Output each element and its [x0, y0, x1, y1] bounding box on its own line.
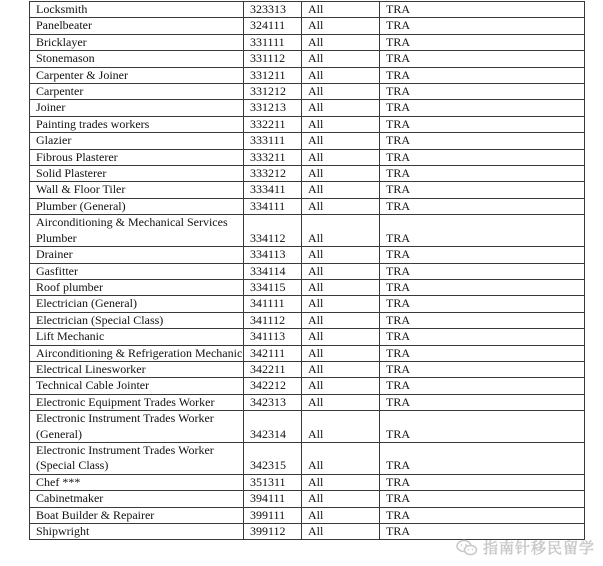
occupation-cell — [30, 2, 244, 18]
assessing-authority-cell-text: TRA — [386, 474, 410, 489]
occupation-cell-text: Drainer — [36, 247, 73, 262]
location-cell — [302, 491, 380, 507]
occupation-cell-text: Electronic Equipment Trades Worker — [36, 394, 215, 409]
anzsco-code-cell-text: 333111 — [250, 133, 286, 148]
location-cell — [302, 345, 380, 361]
anzsco-code-cell-text: 334115 — [250, 279, 286, 294]
table-row — [30, 312, 585, 328]
occupation-cell — [30, 166, 244, 182]
anzsco-code-cell-text: 399112 — [250, 524, 286, 538]
location-cell — [302, 18, 380, 34]
location-cell — [302, 524, 380, 540]
table-row — [30, 34, 585, 50]
occupation-cell — [30, 279, 244, 295]
anzsco-code-cell-text: 331212 — [250, 84, 286, 99]
location-cell-text: All — [308, 230, 324, 245]
assessing-authority-cell-text: TRA — [386, 67, 410, 82]
anzsco-code-cell-text: 331111 — [250, 34, 285, 49]
anzsco-code-cell-text: 333411 — [250, 182, 286, 197]
occupation-cell — [30, 474, 244, 490]
occupation-cell-text: Chef *** — [36, 474, 81, 489]
anzsco-code-cell — [244, 149, 302, 165]
assessing-authority-cell-text: TRA — [386, 491, 410, 506]
occupation-cell — [30, 84, 244, 100]
location-cell-text: All — [308, 394, 324, 409]
assessing-authority-cell-text: TRA — [386, 312, 410, 327]
table-row — [30, 263, 585, 279]
assessing-authority-cell — [380, 345, 585, 361]
occupation-cell-text: Gasfitter — [36, 263, 78, 278]
location-cell-text: All — [308, 2, 324, 16]
occupation-cell — [30, 51, 244, 67]
table-row — [30, 247, 585, 263]
anzsco-code-cell-text: 334113 — [250, 247, 286, 262]
anzsco-code-cell — [244, 51, 302, 67]
anzsco-code-cell-text: 331112 — [250, 51, 286, 66]
occupation-cell — [30, 524, 244, 540]
location-cell — [302, 247, 380, 263]
table-row — [30, 507, 585, 523]
assessing-authority-cell — [380, 67, 585, 83]
location-cell-text: All — [308, 296, 324, 311]
occupation-cell — [30, 34, 244, 50]
watermark-text: 指南针移民留学 — [482, 539, 595, 557]
location-cell — [302, 263, 380, 279]
location-cell — [302, 100, 380, 116]
assessing-authority-cell — [380, 18, 585, 34]
location-cell-text: All — [308, 166, 324, 181]
anzsco-code-cell — [244, 18, 302, 34]
occupation-cell-text: Plumber (General) — [36, 198, 126, 213]
assessing-authority-cell-text: TRA — [386, 296, 410, 311]
location-cell-text: All — [308, 279, 324, 294]
anzsco-code-cell — [244, 378, 302, 394]
location-cell — [302, 133, 380, 149]
location-cell — [302, 507, 380, 523]
anzsco-code-cell — [244, 34, 302, 50]
location-cell-text: All — [308, 361, 324, 376]
location-cell-text: All — [308, 507, 324, 522]
anzsco-code-cell — [244, 329, 302, 345]
assessing-authority-cell-text: TRA — [386, 426, 410, 441]
assessing-authority-cell-text: TRA — [386, 182, 410, 197]
wechat-logo-icon — [456, 539, 478, 557]
assessing-authority-cell — [380, 491, 585, 507]
anzsco-code-cell — [244, 84, 302, 100]
anzsco-code-cell-text: 324111 — [250, 18, 286, 33]
assessing-authority-cell — [380, 133, 585, 149]
assessing-authority-cell — [380, 263, 585, 279]
location-cell-text: All — [308, 458, 324, 473]
occupation-cell-text: Solid Plasterer — [36, 166, 107, 181]
assessing-authority-cell — [380, 182, 585, 198]
assessing-authority-cell — [380, 411, 585, 443]
assessing-authority-cell-text: TRA — [386, 345, 410, 360]
table-row — [30, 296, 585, 312]
assessing-authority-cell — [380, 166, 585, 182]
occupation-cell-text: Electronic Instrument Trades Worker (General) — [36, 411, 214, 441]
location-cell-text: All — [308, 474, 324, 489]
location-cell — [302, 361, 380, 377]
location-cell — [302, 312, 380, 328]
assessing-authority-cell — [380, 474, 585, 490]
location-cell-text: All — [308, 345, 324, 360]
location-cell — [302, 394, 380, 410]
assessing-authority-cell-text: TRA — [386, 378, 410, 393]
location-cell-text: All — [308, 182, 324, 197]
anzsco-code-cell — [244, 296, 302, 312]
location-cell-text: All — [308, 116, 324, 131]
assessing-authority-cell — [380, 34, 585, 50]
occupation-cell-text: Airconditioning & Refrigeration Mechanic — [36, 345, 243, 360]
location-cell — [302, 378, 380, 394]
assessing-authority-cell-text: TRA — [386, 247, 410, 262]
anzsco-code-cell — [244, 100, 302, 116]
location-cell — [302, 2, 380, 18]
assessing-authority-cell — [380, 198, 585, 214]
anzsco-code-cell — [244, 166, 302, 182]
anzsco-code-cell-text: 342315 — [250, 458, 286, 473]
occupation-cell-text: Bricklayer — [36, 34, 87, 49]
assessing-authority-cell-text: TRA — [386, 198, 410, 213]
occupation-cell — [30, 18, 244, 34]
occupation-cell-text: Stonemason — [36, 51, 95, 66]
anzsco-code-cell — [244, 279, 302, 295]
table-row — [30, 361, 585, 377]
occupation-cell-text: Lift Mechanic — [36, 329, 105, 344]
location-cell-text: All — [308, 34, 324, 49]
occupation-cell — [30, 149, 244, 165]
anzsco-code-cell — [244, 247, 302, 263]
occupation-cell-text: Boat Builder & Repairer — [36, 507, 155, 522]
location-cell-text: All — [308, 329, 324, 344]
assessing-authority-cell-text: TRA — [386, 84, 410, 99]
occupation-cell-text: Electrician (Special Class) — [36, 312, 164, 327]
assessing-authority-cell-text: TRA — [386, 230, 410, 245]
occupation-cell-text: Panelbeater — [36, 18, 92, 33]
assessing-authority-cell — [380, 312, 585, 328]
anzsco-code-cell — [244, 116, 302, 132]
location-cell — [302, 474, 380, 490]
location-cell-text: All — [308, 247, 324, 262]
occupation-cell — [30, 247, 244, 263]
location-cell — [302, 296, 380, 312]
occupation-cell — [30, 263, 244, 279]
location-cell-text: All — [308, 312, 324, 327]
assessing-authority-cell — [380, 296, 585, 312]
assessing-authority-cell-text: TRA — [386, 116, 410, 131]
location-cell-text: All — [308, 18, 324, 33]
table-row — [30, 67, 585, 83]
occupation-cell — [30, 345, 244, 361]
table-row — [30, 378, 585, 394]
occupation-cell — [30, 133, 244, 149]
table-row — [30, 116, 585, 132]
anzsco-code-cell-text: 331213 — [250, 100, 286, 115]
table-row — [30, 198, 585, 214]
occupation-cell-text: Airconditioning & Mechanical Services Plumber — [36, 215, 228, 245]
assessing-authority-cell — [380, 100, 585, 116]
location-cell — [302, 84, 380, 100]
occupation-cell-text: Glazier — [36, 133, 72, 148]
location-cell-text: All — [308, 263, 324, 278]
location-cell-text: All — [308, 51, 324, 66]
anzsco-code-cell-text: 399111 — [250, 507, 286, 522]
assessing-authority-cell — [380, 394, 585, 410]
anzsco-code-cell-text: 323313 — [250, 2, 286, 16]
anzsco-code-cell — [244, 411, 302, 443]
occupation-cell-text: Technical Cable Jointer — [36, 378, 150, 393]
occupation-cell-text: Electrical Linesworker — [36, 361, 146, 376]
assessing-authority-cell-text: TRA — [386, 507, 410, 522]
table-row — [30, 491, 585, 507]
anzsco-code-cell — [244, 182, 302, 198]
location-cell — [302, 279, 380, 295]
assessing-authority-cell — [380, 215, 585, 247]
assessing-authority-cell-text: TRA — [386, 279, 410, 294]
assessing-authority-cell-text: TRA — [386, 149, 410, 164]
occupation-cell-text: Shipwright — [36, 524, 90, 538]
occupation-cell — [30, 507, 244, 523]
occupation-cell — [30, 116, 244, 132]
assessing-authority-cell — [380, 361, 585, 377]
table-row — [30, 411, 585, 443]
anzsco-code-cell-text: 333211 — [250, 149, 286, 164]
occupation-cell-text: Carpenter & Joiner — [36, 67, 128, 82]
location-cell — [302, 67, 380, 83]
table-row — [30, 84, 585, 100]
table-row — [30, 100, 585, 116]
assessing-authority-cell — [380, 378, 585, 394]
assessing-authority-cell — [380, 507, 585, 523]
location-cell — [302, 116, 380, 132]
occupation-cell — [30, 215, 244, 247]
anzsco-code-cell — [244, 312, 302, 328]
anzsco-code-cell — [244, 67, 302, 83]
table-row — [30, 51, 585, 67]
location-cell — [302, 442, 380, 474]
assessing-authority-cell-text: TRA — [386, 100, 410, 115]
location-cell-text: All — [308, 378, 324, 393]
assessing-authority-cell-text: TRA — [386, 524, 410, 538]
assessing-authority-cell — [380, 51, 585, 67]
assessing-authority-cell — [380, 329, 585, 345]
assessing-authority-cell-text: TRA — [386, 18, 410, 33]
anzsco-code-cell-text: 341111 — [250, 296, 285, 311]
occupation-table-body — [30, 2, 585, 540]
location-cell-text: All — [308, 149, 324, 164]
anzsco-code-cell — [244, 263, 302, 279]
occupation-cell — [30, 67, 244, 83]
location-cell — [302, 149, 380, 165]
location-cell-text: All — [308, 133, 324, 148]
location-cell-text: All — [308, 100, 324, 115]
occupation-cell-text: Electrician (General) — [36, 296, 137, 311]
table-row — [30, 182, 585, 198]
assessing-authority-cell-text: TRA — [386, 166, 410, 181]
anzsco-code-cell-text: 334112 — [250, 230, 286, 245]
location-cell — [302, 198, 380, 214]
assessing-authority-cell — [380, 84, 585, 100]
anzsco-code-cell — [244, 507, 302, 523]
assessing-authority-cell-text: TRA — [386, 133, 410, 148]
location-cell-text: All — [308, 491, 324, 506]
anzsco-code-cell-text: 331211 — [250, 67, 286, 82]
anzsco-code-cell-text: 351311 — [250, 474, 286, 489]
assessing-authority-cell-text: TRA — [386, 263, 410, 278]
assessing-authority-cell — [380, 442, 585, 474]
location-cell-text: All — [308, 426, 324, 441]
location-cell-text: All — [308, 84, 324, 99]
anzsco-code-cell-text: 341113 — [250, 329, 286, 344]
anzsco-code-cell — [244, 442, 302, 474]
table-row — [30, 149, 585, 165]
anzsco-code-cell-text: 341112 — [250, 312, 286, 327]
occupation-cell — [30, 361, 244, 377]
occupation-cell — [30, 312, 244, 328]
anzsco-code-cell — [244, 345, 302, 361]
occupation-cell-text: Joiner — [36, 100, 66, 115]
assessing-authority-cell-text: TRA — [386, 394, 410, 409]
occupation-cell-text: Fibrous Plasterer — [36, 149, 118, 164]
watermark — [456, 537, 595, 558]
table-row — [30, 329, 585, 345]
anzsco-code-cell-text: 342313 — [250, 394, 286, 409]
assessing-authority-cell-text: TRA — [386, 2, 410, 16]
anzsco-code-cell — [244, 524, 302, 540]
table-row — [30, 133, 585, 149]
assessing-authority-cell — [380, 279, 585, 295]
occupation-cell — [30, 182, 244, 198]
occupation-cell-text: Painting trades workers — [36, 116, 150, 131]
occupation-cell — [30, 378, 244, 394]
table-row — [30, 279, 585, 295]
occupation-cell — [30, 198, 244, 214]
anzsco-code-cell — [244, 361, 302, 377]
occupation-cell — [30, 329, 244, 345]
occupation-cell — [30, 296, 244, 312]
location-cell — [302, 34, 380, 50]
anzsco-code-cell — [244, 491, 302, 507]
assessing-authority-cell-text: TRA — [386, 458, 410, 473]
occupation-cell-text: Cabinetmaker — [36, 491, 104, 506]
table-row — [30, 2, 585, 18]
location-cell-text: All — [308, 524, 324, 538]
table-row — [30, 394, 585, 410]
location-cell — [302, 411, 380, 443]
occupation-table — [29, 1, 585, 540]
anzsco-code-cell-text: 342314 — [250, 426, 286, 441]
assessing-authority-cell — [380, 149, 585, 165]
occupation-cell — [30, 394, 244, 410]
anzsco-code-cell — [244, 133, 302, 149]
table-row — [30, 474, 585, 490]
assessing-authority-cell — [380, 2, 585, 18]
location-cell-text: All — [308, 198, 324, 213]
occupation-cell-text: Roof plumber — [36, 279, 103, 294]
occupation-cell — [30, 491, 244, 507]
anzsco-code-cell-text: 333212 — [250, 166, 286, 181]
table-row — [30, 18, 585, 34]
anzsco-code-cell-text: 334111 — [250, 198, 286, 213]
anzsco-code-cell-text: 342212 — [250, 378, 286, 393]
table-row — [30, 442, 585, 474]
location-cell-text: All — [308, 67, 324, 82]
assessing-authority-cell-text: TRA — [386, 34, 410, 49]
anzsco-code-cell — [244, 394, 302, 410]
location-cell — [302, 166, 380, 182]
assessing-authority-cell-text: TRA — [386, 361, 410, 376]
assessing-authority-cell — [380, 247, 585, 263]
location-cell — [302, 215, 380, 247]
anzsco-code-cell-text: 342211 — [250, 361, 286, 376]
occupation-cell-text: Locksmith — [36, 2, 88, 16]
location-cell — [302, 51, 380, 67]
table-row — [30, 166, 585, 182]
anzsco-code-cell-text: 332211 — [250, 116, 286, 131]
occupation-cell — [30, 411, 244, 443]
location-cell — [302, 329, 380, 345]
table-row — [30, 215, 585, 247]
table-row — [30, 345, 585, 361]
anzsco-code-cell — [244, 215, 302, 247]
assessing-authority-cell — [380, 116, 585, 132]
assessing-authority-cell-text: TRA — [386, 51, 410, 66]
anzsco-code-cell — [244, 198, 302, 214]
assessing-authority-cell-text: TRA — [386, 329, 410, 344]
location-cell — [302, 182, 380, 198]
anzsco-code-cell-text: 342111 — [250, 345, 286, 360]
anzsco-code-cell-text: 334114 — [250, 263, 286, 278]
occupation-cell-text: Wall & Floor Tiler — [36, 182, 126, 197]
occupation-cell-text: Carpenter — [36, 84, 84, 99]
occupation-cell — [30, 100, 244, 116]
anzsco-code-cell-text: 394111 — [250, 491, 286, 506]
occupation-cell-text: Electronic Instrument Trades Worker (Special Class) — [36, 442, 214, 473]
anzsco-code-cell — [244, 2, 302, 18]
anzsco-code-cell — [244, 474, 302, 490]
occupation-cell — [30, 442, 244, 474]
